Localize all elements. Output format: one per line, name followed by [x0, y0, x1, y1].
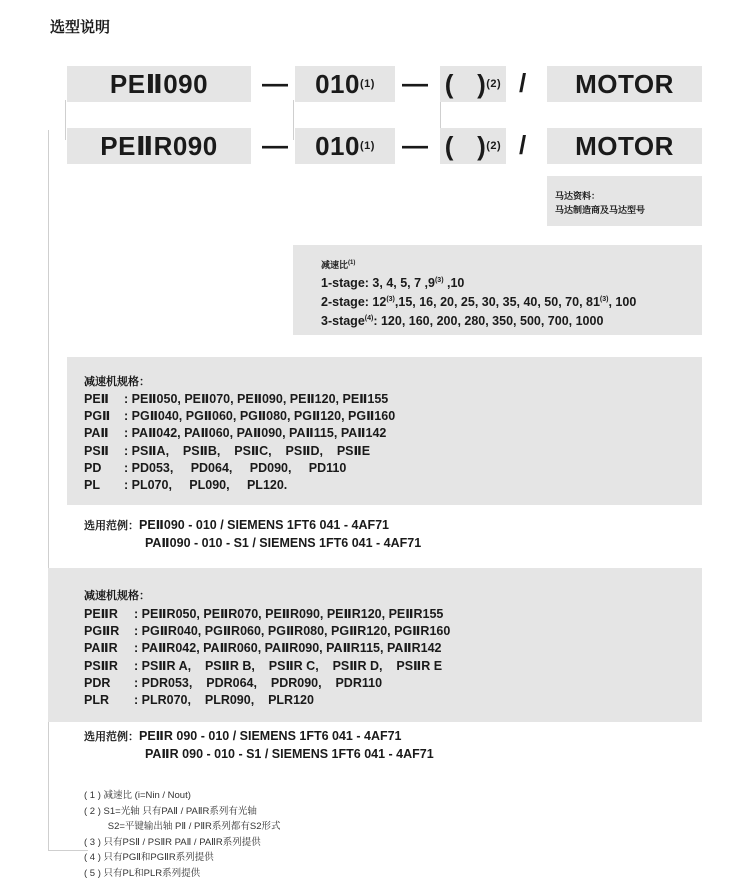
example-label: 选用范例： — [84, 520, 139, 532]
footnote: ( 3 ) 只有PSⅡ / PSⅡR PAⅡ / PAⅡR系列提供 — [84, 836, 261, 848]
code-text: 010 — [315, 68, 360, 99]
spec-row: PEⅡ : PEⅡ050, PEⅡ070, PEⅡ090, PEⅡ120, PEⅡ155 — [84, 392, 389, 406]
code-sup: (1) — [359, 140, 375, 152]
model-box-row2 — [67, 128, 251, 164]
example-label: 选用范例： — [84, 731, 139, 743]
slash-1: / — [519, 68, 527, 98]
option-box-row2 — [440, 128, 506, 164]
footnote: ( 4 ) 只有PGⅡ和PGⅡR系列提供 — [84, 852, 214, 863]
model-text: PEⅡ090 — [109, 68, 209, 99]
motor-info-box — [547, 176, 702, 226]
footnote: ( 1 ) 减速比 (i=Nin / Nout) — [84, 790, 191, 801]
page-title: 选型说明 — [50, 19, 111, 36]
example-line2: PAⅡR 090 - 010 - S1 / SIEMENS 1FT6 041 - 4AF71 — [145, 747, 434, 761]
spec-title: 减速机规格： — [84, 590, 150, 602]
example-2 — [84, 728, 434, 763]
code-text: 010 — [315, 130, 360, 161]
motor-info-line1: 马达资料： — [555, 191, 601, 201]
option-paren: ( ) — [444, 130, 487, 161]
spec-list — [84, 391, 395, 494]
spec-box-2 — [48, 568, 702, 722]
example-line1: PEⅡR 090 - 010 / SIEMENS 1FT6 041 - 4AF71 — [139, 729, 402, 743]
model-text: PEⅡR090 — [100, 130, 218, 161]
dash-3: — — [262, 130, 288, 160]
example-line2: PAⅡ090 - 010 - S1 / SIEMENS 1FT6 041 - 4AF71 — [145, 536, 422, 550]
footnote: ( 5 ) 只有PL和PLR系列提供 — [84, 867, 201, 879]
ratio-box — [293, 245, 702, 335]
code-sup: (1) — [359, 78, 375, 90]
code-box-row1 — [295, 66, 395, 102]
option-sup: (2) — [486, 78, 502, 90]
footnote: S2=平键输出轴 PⅡ / PⅡR系列都有S2形式 — [84, 821, 281, 832]
connector-line — [48, 850, 88, 851]
example-line1: PEⅡ090 - 010 / SIEMENS 1FT6 041 - 4AF71 — [139, 518, 390, 532]
spec-row: PAⅡ : PAⅡ042, PAⅡ060, PAⅡ090, PAⅡ115, PAⅡ142 — [84, 426, 387, 441]
spec-row: PAⅡR : PAⅡR042, PAⅡR060, PAⅡR090, PAⅡR115, PAⅡR142 — [84, 641, 442, 656]
connector-line — [65, 100, 66, 140]
spec-row: PD : PD053, PD064, PD090, PD110 — [84, 460, 347, 475]
spec-list — [84, 606, 450, 709]
ratio-title: 减速比$^{(1)}$ — [321, 260, 356, 270]
option-box-row1 — [440, 66, 506, 102]
spec-row: PDR : PDR053, PDR064, PDR090, PDR110 — [84, 675, 383, 690]
motor-box-row2 — [547, 128, 702, 164]
footnote: ( 2 ) S1=光轴 只有PAⅡ / PAⅡR系列有光轴 — [84, 805, 257, 817]
spec-box-1 — [67, 357, 702, 505]
dash-2: — — [402, 68, 428, 98]
dash-4: — — [402, 130, 428, 160]
spec-row: PSⅡR : PSⅡR A, PSⅡR B, PSⅡR C, PSⅡR D, PSⅡR E — [84, 658, 443, 673]
motor-info-line2: 马达制造商及马达型号 — [555, 205, 646, 215]
option-paren: ( ) — [444, 68, 487, 99]
spec-title: 减速机规格： — [84, 376, 150, 388]
example-1 — [84, 517, 421, 552]
ratio-1-stage: 1-stage: 3, 4, 5, 7 ,9$^{(3)}$ ,10 — [321, 276, 465, 291]
motor-box-row1 — [547, 66, 702, 102]
spec-row: PL : PL070, PL090, PL120. — [84, 478, 288, 493]
spec-row: PGⅡ : PGⅡ040, PGⅡ060, PGⅡ080, PGⅡ120, PGⅡ160 — [84, 409, 396, 424]
ratio-3-stage: 3-stage$^{(4)}$: 120, 160, 200, 280, 350, 500, 700, 1000 — [321, 314, 604, 329]
dash-1: — — [262, 68, 288, 98]
option-sup: (2) — [486, 140, 502, 152]
ratio-2-stage: 2-stage: 12$^{(3)}$,15, 16, 20, 25, 30, 35, 40, 50, 70, 81$^{(3)}$, 100 — [321, 295, 637, 310]
code-box-row2 — [295, 128, 395, 164]
spec-row: PEⅡR : PEⅡR050, PEⅡR070, PEⅡR090, PEⅡR120, PEⅡR155 — [84, 607, 444, 621]
footnotes — [84, 788, 281, 881]
motor-text: MOTOR — [575, 68, 674, 99]
connector-line — [48, 130, 49, 850]
spec-row: PGⅡR : PGⅡR040, PGⅡR060, PGⅡR080, PGⅡR120, PGⅡR160 — [84, 624, 451, 639]
motor-text: MOTOR — [575, 130, 674, 161]
spec-row: PLR : PLR070, PLR090, PLR120 — [84, 693, 314, 708]
model-box-row1 — [67, 66, 251, 102]
slash-2: / — [519, 130, 527, 160]
connector-line — [293, 100, 294, 140]
spec-row: PSⅡ : PSⅡA, PSⅡB, PSⅡC, PSⅡD, PSⅡE — [84, 443, 371, 458]
